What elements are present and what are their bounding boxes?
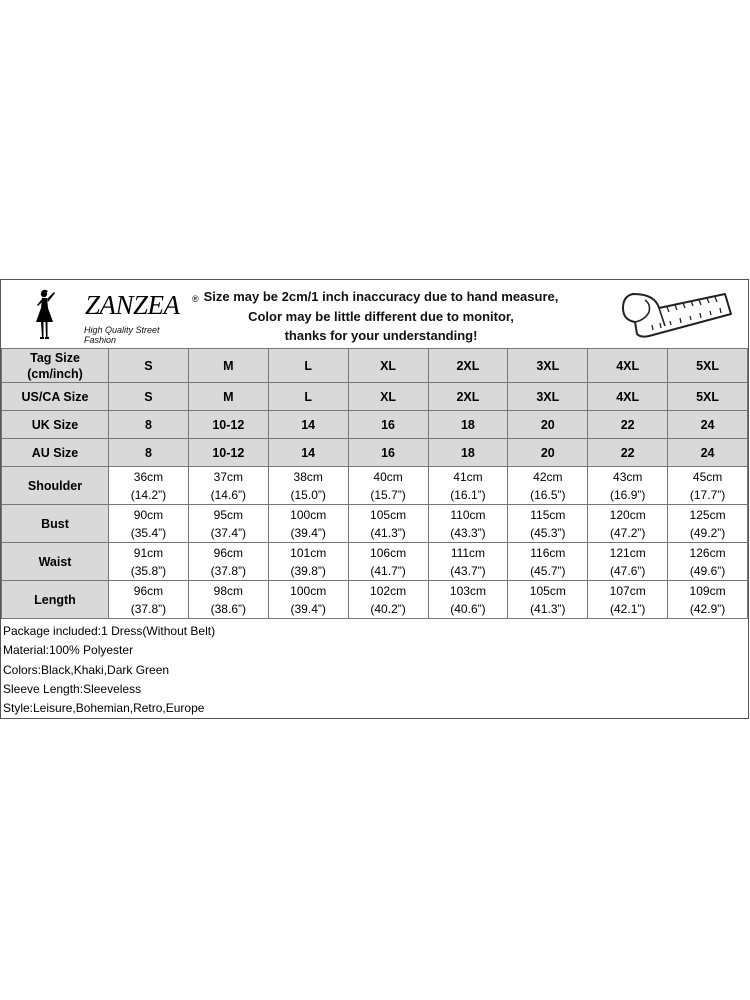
cm-value: 43cm [613,469,643,484]
measurement-cell [668,505,748,543]
measurement-cell [188,467,268,505]
measurement-cell [588,543,668,581]
size-cell: 5XL [668,349,748,383]
measurement-cell [109,543,189,581]
inch-value: (45.7”) [530,563,566,578]
cm-value: 126cm [689,545,726,560]
measurement-cell [188,543,268,581]
inch-value: (16.5”) [530,487,566,502]
measurement-row [2,581,748,619]
inch-value: (41.3”) [530,601,566,616]
cm-value: 116cm [530,545,566,560]
notice-line: Color may be little different due to monitor, [248,308,514,324]
inch-value: (37.4”) [210,525,246,540]
size-cell: 2XL [428,383,508,411]
size-cell: 4XL [588,349,668,383]
size-row [2,383,748,411]
cm-value: 40cm [373,469,403,484]
measurement-cell [588,467,668,505]
size-cell: 2XL [428,349,508,383]
inch-value: (15.0”) [290,487,326,502]
product-details [3,622,215,718]
size-cell: 20 [508,439,588,467]
measurement-cell [188,581,268,619]
inch-value: (37.8”) [210,563,246,578]
size-cell: XL [348,349,428,383]
size-chart [0,279,749,719]
measurement-notice [161,287,601,346]
size-cell: 14 [268,411,348,439]
size-cell: 8 [109,439,189,467]
size-row [2,349,748,383]
detail-line: Package included:1 Dress(Without Belt) [3,624,216,638]
size-cell: 8 [109,411,189,439]
row-label: Waist [2,543,109,581]
inch-value: (47.6”) [610,563,646,578]
inch-value: (14.2”) [130,487,167,502]
inch-value: (37.8”) [130,601,167,616]
inch-value: (17.7”) [689,487,726,502]
size-cell: 10-12 [188,411,268,439]
detail-line: Style:Leisure,Bohemian,Retro,Europe [3,701,205,716]
cm-value: 101cm [290,545,327,560]
brand-tagline: High Quality Street Fashion [84,325,160,345]
size-cell: XL [348,383,428,411]
size-cell: M [188,349,268,383]
inch-value: (43.7”) [450,563,486,578]
cm-value: 107cm [609,583,646,598]
measurement-cell [348,505,428,543]
measurement-cell [188,505,268,543]
inch-value: (16.1”) [450,487,486,502]
measurement-cell [268,543,348,581]
measurement-cell [109,467,189,505]
cm-value: 111cm [450,545,486,560]
cm-value: 36cm [133,469,164,484]
size-cell: 14 [268,439,348,467]
size-cell: L [268,383,348,411]
inch-value: (42.1”) [610,601,646,616]
row-label: Tag Size (cm/inch) [2,349,109,383]
inch-value: (41.7”) [370,563,406,578]
measurement-cell [268,505,348,543]
measurement-cell [109,581,189,619]
fashion-lady-icon [31,288,59,340]
measurement-cell [428,581,508,619]
size-cell: S [109,349,189,383]
cm-value: 120cm [609,507,646,522]
measurement-cell [428,543,508,581]
measurement-cell [508,467,588,505]
size-row [2,411,748,439]
cm-value: 96cm [213,545,243,560]
cm-value: 100cm [290,507,327,522]
measuring-tape-icon [615,286,739,342]
size-cell: 18 [428,439,508,467]
size-cell: S [109,383,189,411]
measurement-cell [508,581,588,619]
measurement-cell [348,581,428,619]
measurement-cell [668,581,748,619]
size-cell: 22 [588,439,668,467]
measurement-cell [668,467,748,505]
row-label: Length [2,581,109,619]
brand-name: ZANZEA [85,290,180,320]
inch-value: (42.9”) [689,601,726,616]
inch-value: (49.6”) [689,563,726,578]
inch-value: (45.3”) [530,525,566,540]
cm-value: 42cm [533,469,563,484]
measurement-cell [588,581,668,619]
detail-line: Sleeve Length:Sleeveless [3,681,142,696]
size-cell: 5XL [668,383,748,411]
cm-value: 125cm [689,507,726,522]
row-label: AU Size [2,439,109,467]
measurement-cell [508,543,588,581]
inch-value: (35.8”) [130,563,167,578]
measurement-cell [268,581,348,619]
size-cell: 18 [428,411,508,439]
measurement-cell [348,467,428,505]
cm-value: 91cm [133,545,164,560]
cm-value: 109cm [689,583,726,598]
cm-value: 105cm [370,507,407,522]
cm-value: 90cm [133,507,164,522]
size-cell: 24 [668,439,748,467]
cm-value: 100cm [290,583,327,598]
size-cell: 3XL [508,383,588,411]
inch-value: (47.2”) [610,525,646,540]
inch-value: (39.4”) [290,525,326,540]
measurement-cell [428,505,508,543]
inch-value: (40.2”) [370,601,406,616]
size-cell: 16 [348,439,428,467]
size-cell: 4XL [588,383,668,411]
measurement-cell [668,543,748,581]
measurement-cell [268,467,348,505]
measurement-row [2,467,748,505]
measurement-cell [428,467,508,505]
chart-header [1,280,748,348]
cm-value: 110cm [450,507,486,522]
size-cell: L [268,349,348,383]
registered-mark: ® [192,294,199,304]
measurement-cell [508,505,588,543]
cm-value: 121cm [609,545,646,560]
inch-value: (39.8”) [290,563,326,578]
size-cell: 3XL [508,349,588,383]
cm-value: 115cm [530,507,566,522]
measurement-cell [348,543,428,581]
cm-value: 41cm [453,469,483,484]
row-label: US/CA Size [2,383,109,411]
cm-value: 38cm [293,469,323,484]
inch-value: (16.9”) [610,487,646,502]
row-label: UK Size [2,411,109,439]
detail-line: Colors:Black,Khaki,Dark Green [3,662,170,677]
size-cell: 24 [668,411,748,439]
row-label: Shoulder [2,467,109,505]
cm-value: 106cm [370,545,407,560]
size-row [2,439,748,467]
inch-value: (14.6”) [210,487,246,502]
measurement-cell [109,505,189,543]
notice-line: thanks for your understanding! [284,328,478,343]
inch-value: (39.4”) [290,601,326,616]
size-cell: 20 [508,411,588,439]
size-cell: 22 [588,411,668,439]
size-cell: 16 [348,411,428,439]
inch-value: (49.2”) [689,525,726,540]
cm-value: 95cm [213,507,243,522]
size-table [1,348,748,619]
cm-value: 102cm [370,583,407,598]
inch-value: (15.7”) [370,487,406,502]
measurement-row [2,543,748,581]
size-cell: M [188,383,268,411]
inch-value: (43.3”) [450,525,486,540]
measurement-row [2,505,748,543]
notice-line: Size may be 2cm/1 inch inaccuracy due to hand measure, [203,289,559,304]
inch-value: (38.6”) [210,601,246,616]
measurement-cell [588,505,668,543]
cm-value: 105cm [529,583,566,598]
cm-value: 96cm [133,583,164,598]
inch-value: (35.4”) [130,525,167,540]
row-label: Bust [2,505,109,543]
cm-value: 98cm [213,583,243,598]
detail-line: Material:100% Polyester [3,643,134,658]
cm-value: 37cm [213,469,243,484]
cm-value: 103cm [449,583,486,598]
inch-value: (41.3”) [370,525,406,540]
cm-value: 45cm [692,469,723,484]
size-cell: 10-12 [188,439,268,467]
inch-value: (40.6”) [450,601,486,616]
